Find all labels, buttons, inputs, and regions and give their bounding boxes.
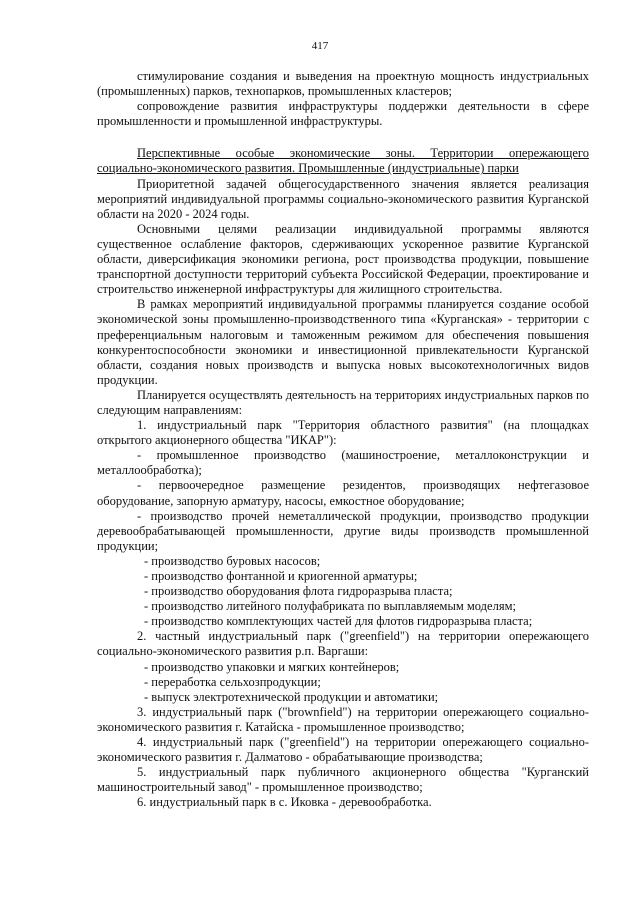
paragraph: Планируется осуществлять деятельность на территориях индустриальных парков по следующим направлениям: <box>97 387 589 417</box>
document-body <box>97 69 589 811</box>
list-subitem: - производство литейного полуфабриката по выплавляемым моделям; <box>144 599 516 614</box>
paragraph: В рамках мероприятий индивидуальной программы планируется создание особой экономической зоны промышленно-производственного типа «Курганская» - территории с преференциальным налоговым и таможенным режимом для обеспечения повышения конкурентоспособности экономики и инвестиционной привлекательности Курганской области, создания новых производств и выпуска новых высокотехнологичных видов продукции. <box>97 297 589 387</box>
paragraph: Основными целями реализации индивидуальной программы являются существенное ослабление факторов, сдерживающих ускоренное развитие Курганской области, диверсификация экономики региона, рост производства продукции, повышение транспортной доступности территорий субъекта Российской Федерации, проектирование и строительство инженерной инфраструктуры для жилищного строительства. <box>97 221 589 297</box>
list-item: 6. индустриальный парк в с. Иковка - деревообработка. <box>137 795 432 810</box>
paragraph: стимулирование создания и выведения на проектную мощность индустриальных (промышленных) парков, технопарков, промышленных кластеров; <box>97 69 589 99</box>
list-subitem: - промышленное производство (машиностроение, металлоконструкции и металлообработка); <box>97 448 589 478</box>
page-number: 417 <box>311 40 329 52</box>
paragraph: сопровождение развития инфраструктуры поддержки деятельности в сфере промышленности и промышленной инфраструктуры. <box>97 99 589 129</box>
spacer <box>97 129 589 146</box>
list-item: 3. индустриальный парк ("brownfield") на территории опережающего социально-экономического развития г. Катайска - промышленное производство; <box>97 704 589 734</box>
list-subitem: - производство комплектующих частей для флотов гидроразрыва пласта; <box>144 614 533 629</box>
list-item: 2. частный индустриальный парк ("greenfield") на территории опережающего социально-экономического развития р.п. Варгаши: <box>97 629 589 659</box>
list-item: 5. индустриальный парк публичного акционерного общества "Курганский машиностроительный завод" - промышленное производство; <box>97 765 589 795</box>
list-subitem: - производство буровых насосов; <box>144 553 321 568</box>
list-item: 4. индустриальный парк ("greenfield") на территории опережающего социально-экономического развития г. Далматово - обрабатывающие производства; <box>97 735 589 765</box>
list-subitem: - производство оборудования флота гидроразрыва пласта; <box>144 584 453 599</box>
section-heading: Перспективные особые экономические зоны. Территории опережающего социально-экономического развития. Промышленные (индустриальные) парки <box>97 146 589 176</box>
list-subitem: - производство фонтанной и криогенной арматуры; <box>144 569 418 583</box>
list-subitem: - производство упаковки и мягких контейнеров; <box>144 659 400 674</box>
list-subitem: - первоочередное размещение резидентов, производящих нефтегазовое оборудование, запорную арматуру, насосы, емкостное оборудование; <box>97 478 589 508</box>
list-subitem: - переработка сельхозпродукции; <box>144 674 321 689</box>
paragraph: Приоритетной задачей общегосударственного значения является реализация мероприятий индивидуальной программы социально-экономического развития Курганской области на 2020 - 2024 годы. <box>97 176 589 221</box>
list-item: 1. индустриальный парк "Территория областного развития" (на площадках открытого акционерного общества "ИКАР"): <box>97 418 589 448</box>
list-subitem: - производство прочей неметаллической продукции, производство продукции деревообрабатывающей промышленности, другие виды производств промышленной продукции; <box>97 508 589 553</box>
list-subitem: - выпуск электротехнической продукции и автоматики; <box>144 689 439 704</box>
